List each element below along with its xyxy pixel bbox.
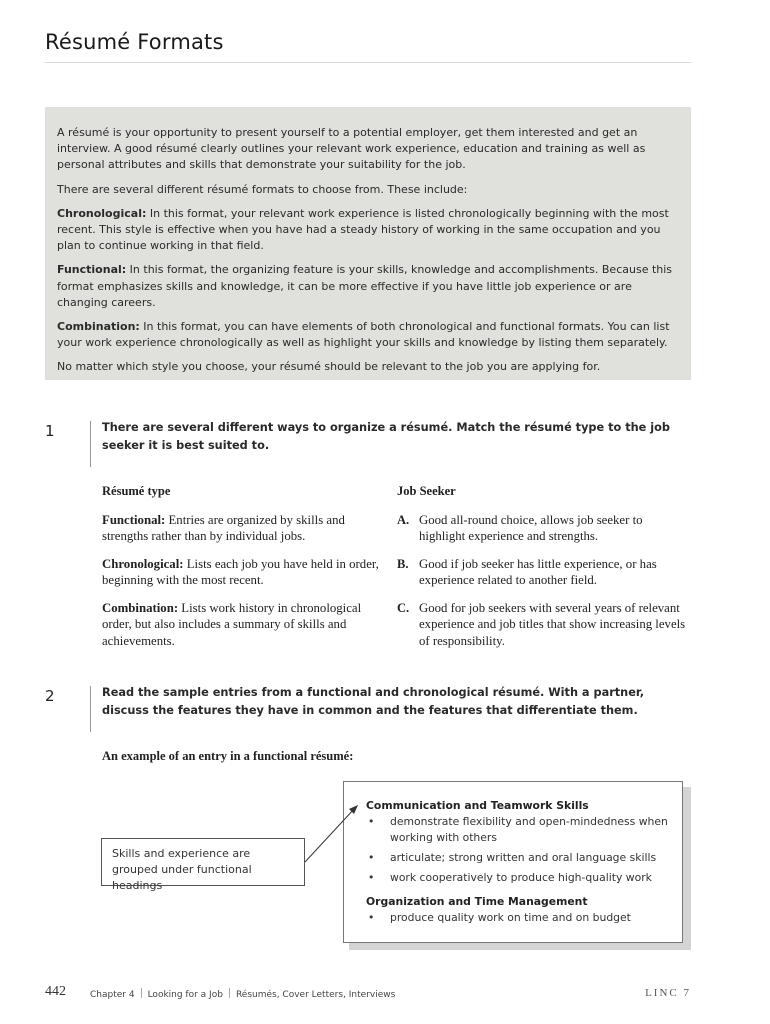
- resume-sample-box: [343, 781, 683, 943]
- bullet-icon: •: [368, 911, 375, 924]
- functional-label: Functional:: [57, 263, 127, 277]
- intro-paragraph-1: A résumé is your opportunity to present yourself to a potential employer, get them interested and get an interview. A good résumé clearly outlines your relevant work experience, education and training as well as personal attributes and skills that demonstrate your suitability for the job.: [57, 126, 646, 172]
- intro-box: [45, 107, 691, 380]
- resume-bullet-text: demonstrate flexibility and open-mindedness when working with others: [390, 815, 668, 844]
- seeker-letter-c: C.: [397, 601, 410, 615]
- seeker-text-b: Good if job seeker has little experience, or has experience related to another field.: [419, 557, 657, 588]
- seeker-letter-b: B.: [397, 557, 409, 571]
- title-divider: [45, 62, 691, 63]
- column-heading-resume-type: Résumé type: [102, 484, 171, 498]
- resume-bullet-text: produce quality work on time and on budget: [390, 911, 631, 924]
- intro-combination: [57, 319, 679, 351]
- question-1-number: 1: [45, 422, 55, 440]
- footer-separator: [141, 988, 142, 998]
- page-title: Résumé Formats: [45, 30, 224, 54]
- seeker-letter-a: A.: [397, 513, 410, 527]
- resume-type-chronological: [102, 556, 392, 589]
- question-1-prompt: There are several different ways to organize a résumé. Match the résumé type to the job seeker it is best suited to.: [102, 421, 670, 452]
- resume-bullet-text: articulate; strong written and oral language skills: [390, 851, 657, 864]
- type-text: Entries are organized by skills and strengths rather than by individual jobs.: [102, 513, 345, 544]
- type-label: Combination:: [102, 601, 179, 615]
- bullet-icon: •: [368, 871, 375, 884]
- bullet-icon: •: [368, 851, 375, 864]
- seeker-text-c: Good for job seekers with several years of relevant experience and job titles that show increasing levels of responsibility.: [419, 601, 686, 648]
- resume-bullet-item: [366, 910, 672, 926]
- footer-breadcrumb: [90, 988, 395, 1000]
- footer-page-number: 442: [45, 984, 66, 999]
- resume-bullet-item: [366, 814, 672, 846]
- example-heading: An example of an entry in a functional résumé:: [102, 749, 354, 763]
- resume-type-combination: [102, 600, 392, 649]
- combination-text: In this format, you can have elements of both chronological and functional formats. You can list your work experience chronologically as well as highlight your skills and knowledge by listing them separately.: [57, 320, 670, 350]
- type-text: Lists work history in chronological order, but also includes a summary of skills and achievements.: [102, 601, 362, 648]
- question-2-bar: [90, 686, 91, 732]
- footer-series: LINC 7: [645, 987, 691, 999]
- question-2-prompt: Read the sample entries from a functional and chronological résumé. With a partner, discuss the features they have in common and the features that differentiate them.: [102, 686, 645, 717]
- type-label: Chronological:: [102, 557, 184, 571]
- callout-box: Skills and experience are grouped under functional headings: [101, 838, 305, 886]
- intro-paragraph-2: There are several different résumé formats to choose from. These include:: [57, 182, 468, 196]
- combination-label: Combination:: [57, 320, 140, 334]
- resume-section-heading: Organization and Time Management: [366, 895, 588, 908]
- type-text: Lists each job you have held in order, beginning with the most recent.: [102, 557, 379, 588]
- intro-chronological: [57, 206, 679, 255]
- seeker-text-a: Good all-round choice, allows job seeker to highlight experience and strengths.: [419, 513, 643, 544]
- type-label: Functional:: [102, 513, 166, 527]
- intro-closing: No matter which style you choose, your résumé should be relevant to the job you are applying for.: [57, 360, 601, 374]
- question-1-bar: [90, 421, 91, 467]
- footer-chapter: Chapter 4: [90, 990, 135, 1000]
- chronological-label: Chronological:: [57, 206, 147, 220]
- intro-functional: [57, 262, 679, 311]
- bullet-icon: •: [368, 815, 375, 828]
- resume-bullet-text: work cooperatively to produce high-quality work: [390, 871, 652, 884]
- column-heading-job-seeker: Job Seeker: [397, 484, 456, 498]
- footer-section: Looking for a Job: [147, 990, 223, 1000]
- resume-bullet-item: [366, 850, 672, 866]
- footer-subsection: Résumés, Cover Letters, Interviews: [235, 990, 396, 1000]
- resume-type-functional: [102, 512, 392, 545]
- footer-separator: [229, 988, 230, 998]
- question-2-number: 2: [45, 687, 55, 705]
- functional-text: In this format, the organizing feature is your skills, knowledge and accomplishments. Because this format emphasizes skills and knowledge, it can be more effective if you have little job experience or are changing careers.: [57, 263, 673, 309]
- resume-bullet-item: [366, 870, 672, 886]
- chronological-text: In this format, your relevant work experience is listed chronologically beginning with the most recent. This style is effective when you have had a steady history of working in the same occupation and you plan to continue working in that field.: [57, 206, 669, 253]
- resume-section-heading: Communication and Teamwork Skills: [366, 799, 589, 812]
